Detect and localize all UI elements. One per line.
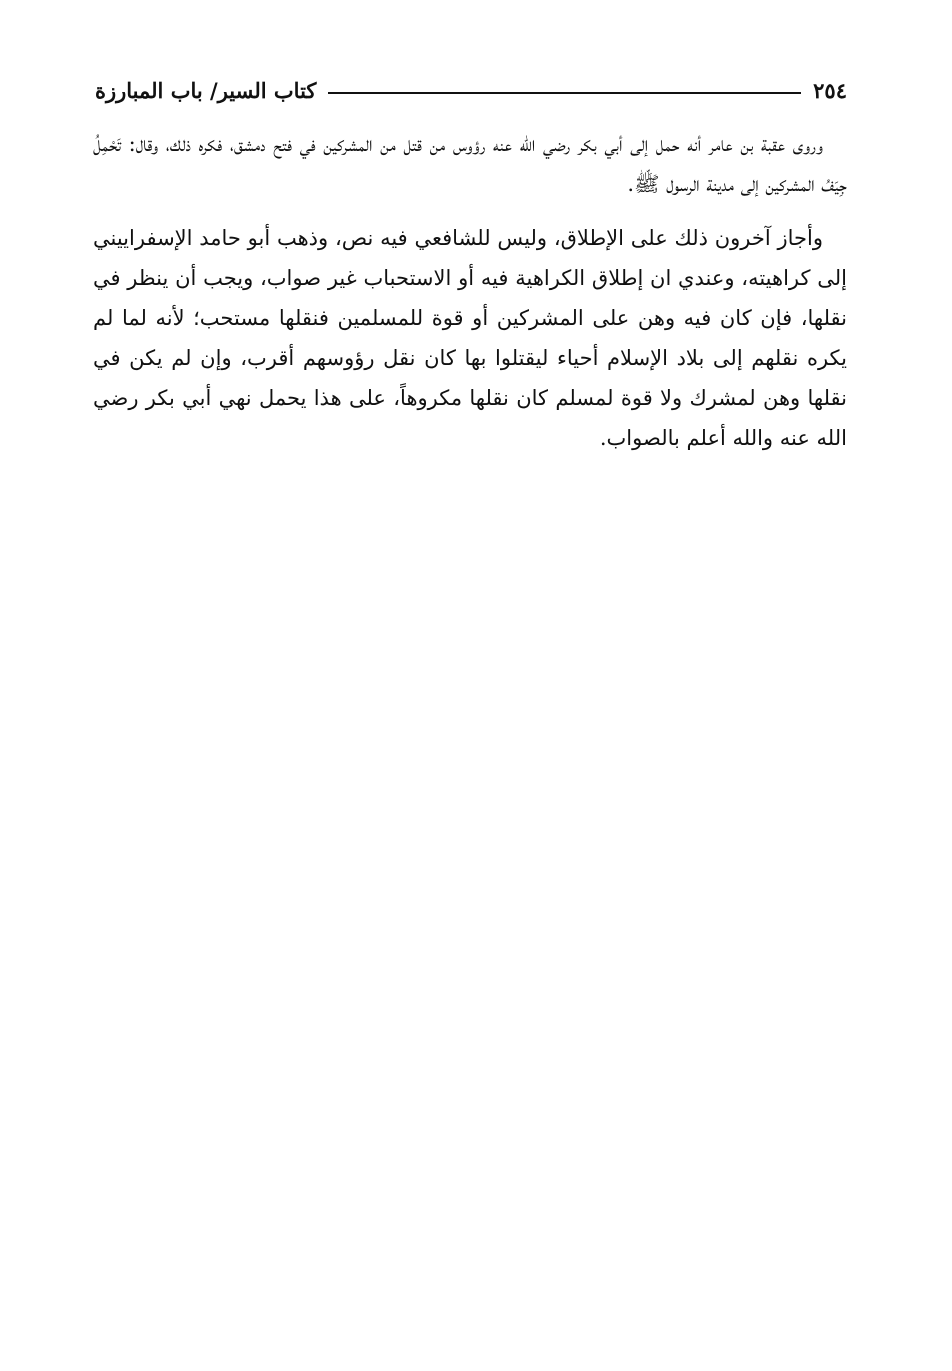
paragraph-1: وروى عقبة بن عامر أنه حمل إلى أبي بكر رضي الله عنه رؤوس من قتل من المشركين في فتح دمشق، فكره ذلك، وقال: تَحْمِلُ جِيَفُ المشركين إلى مدينة الرسول ﷺ. [93,132,847,196]
paragraph-2: وأجاز آخرون ذلك على الإطلاق، وليس للشافعي فيه نص، وذهب أبو حامد الإسفراييني إلى كراهيته، وعندي ان إطلاق الكراهية فيه أو الاستحباب غير صواب، ويجب أن ينظر في نقلها، فإن كان فيه وهن على المشركين أو قوة للمسلمين فنقلها مستحب؛ لأنه لما لم يكره نقلهم إلى بلاد الإسلام أحياء ليقتلوا بها كان نقل رؤوسهم أقرب، وإن لم يكن في نقلها وهن لمشرك ولا قوة لمسلم كان نقلها مكروهاً، على هذا يحمل نهي أبي بكر رضي الله عنه والله أعلم بالصواب. [93,226,847,450]
page-number: ٢٥٤ [813,77,847,103]
header-rule [328,92,801,94]
body-text [93,124,847,458]
running-title: كتاب السير/ باب المبارزة [95,77,317,103]
page-header [95,72,847,108]
